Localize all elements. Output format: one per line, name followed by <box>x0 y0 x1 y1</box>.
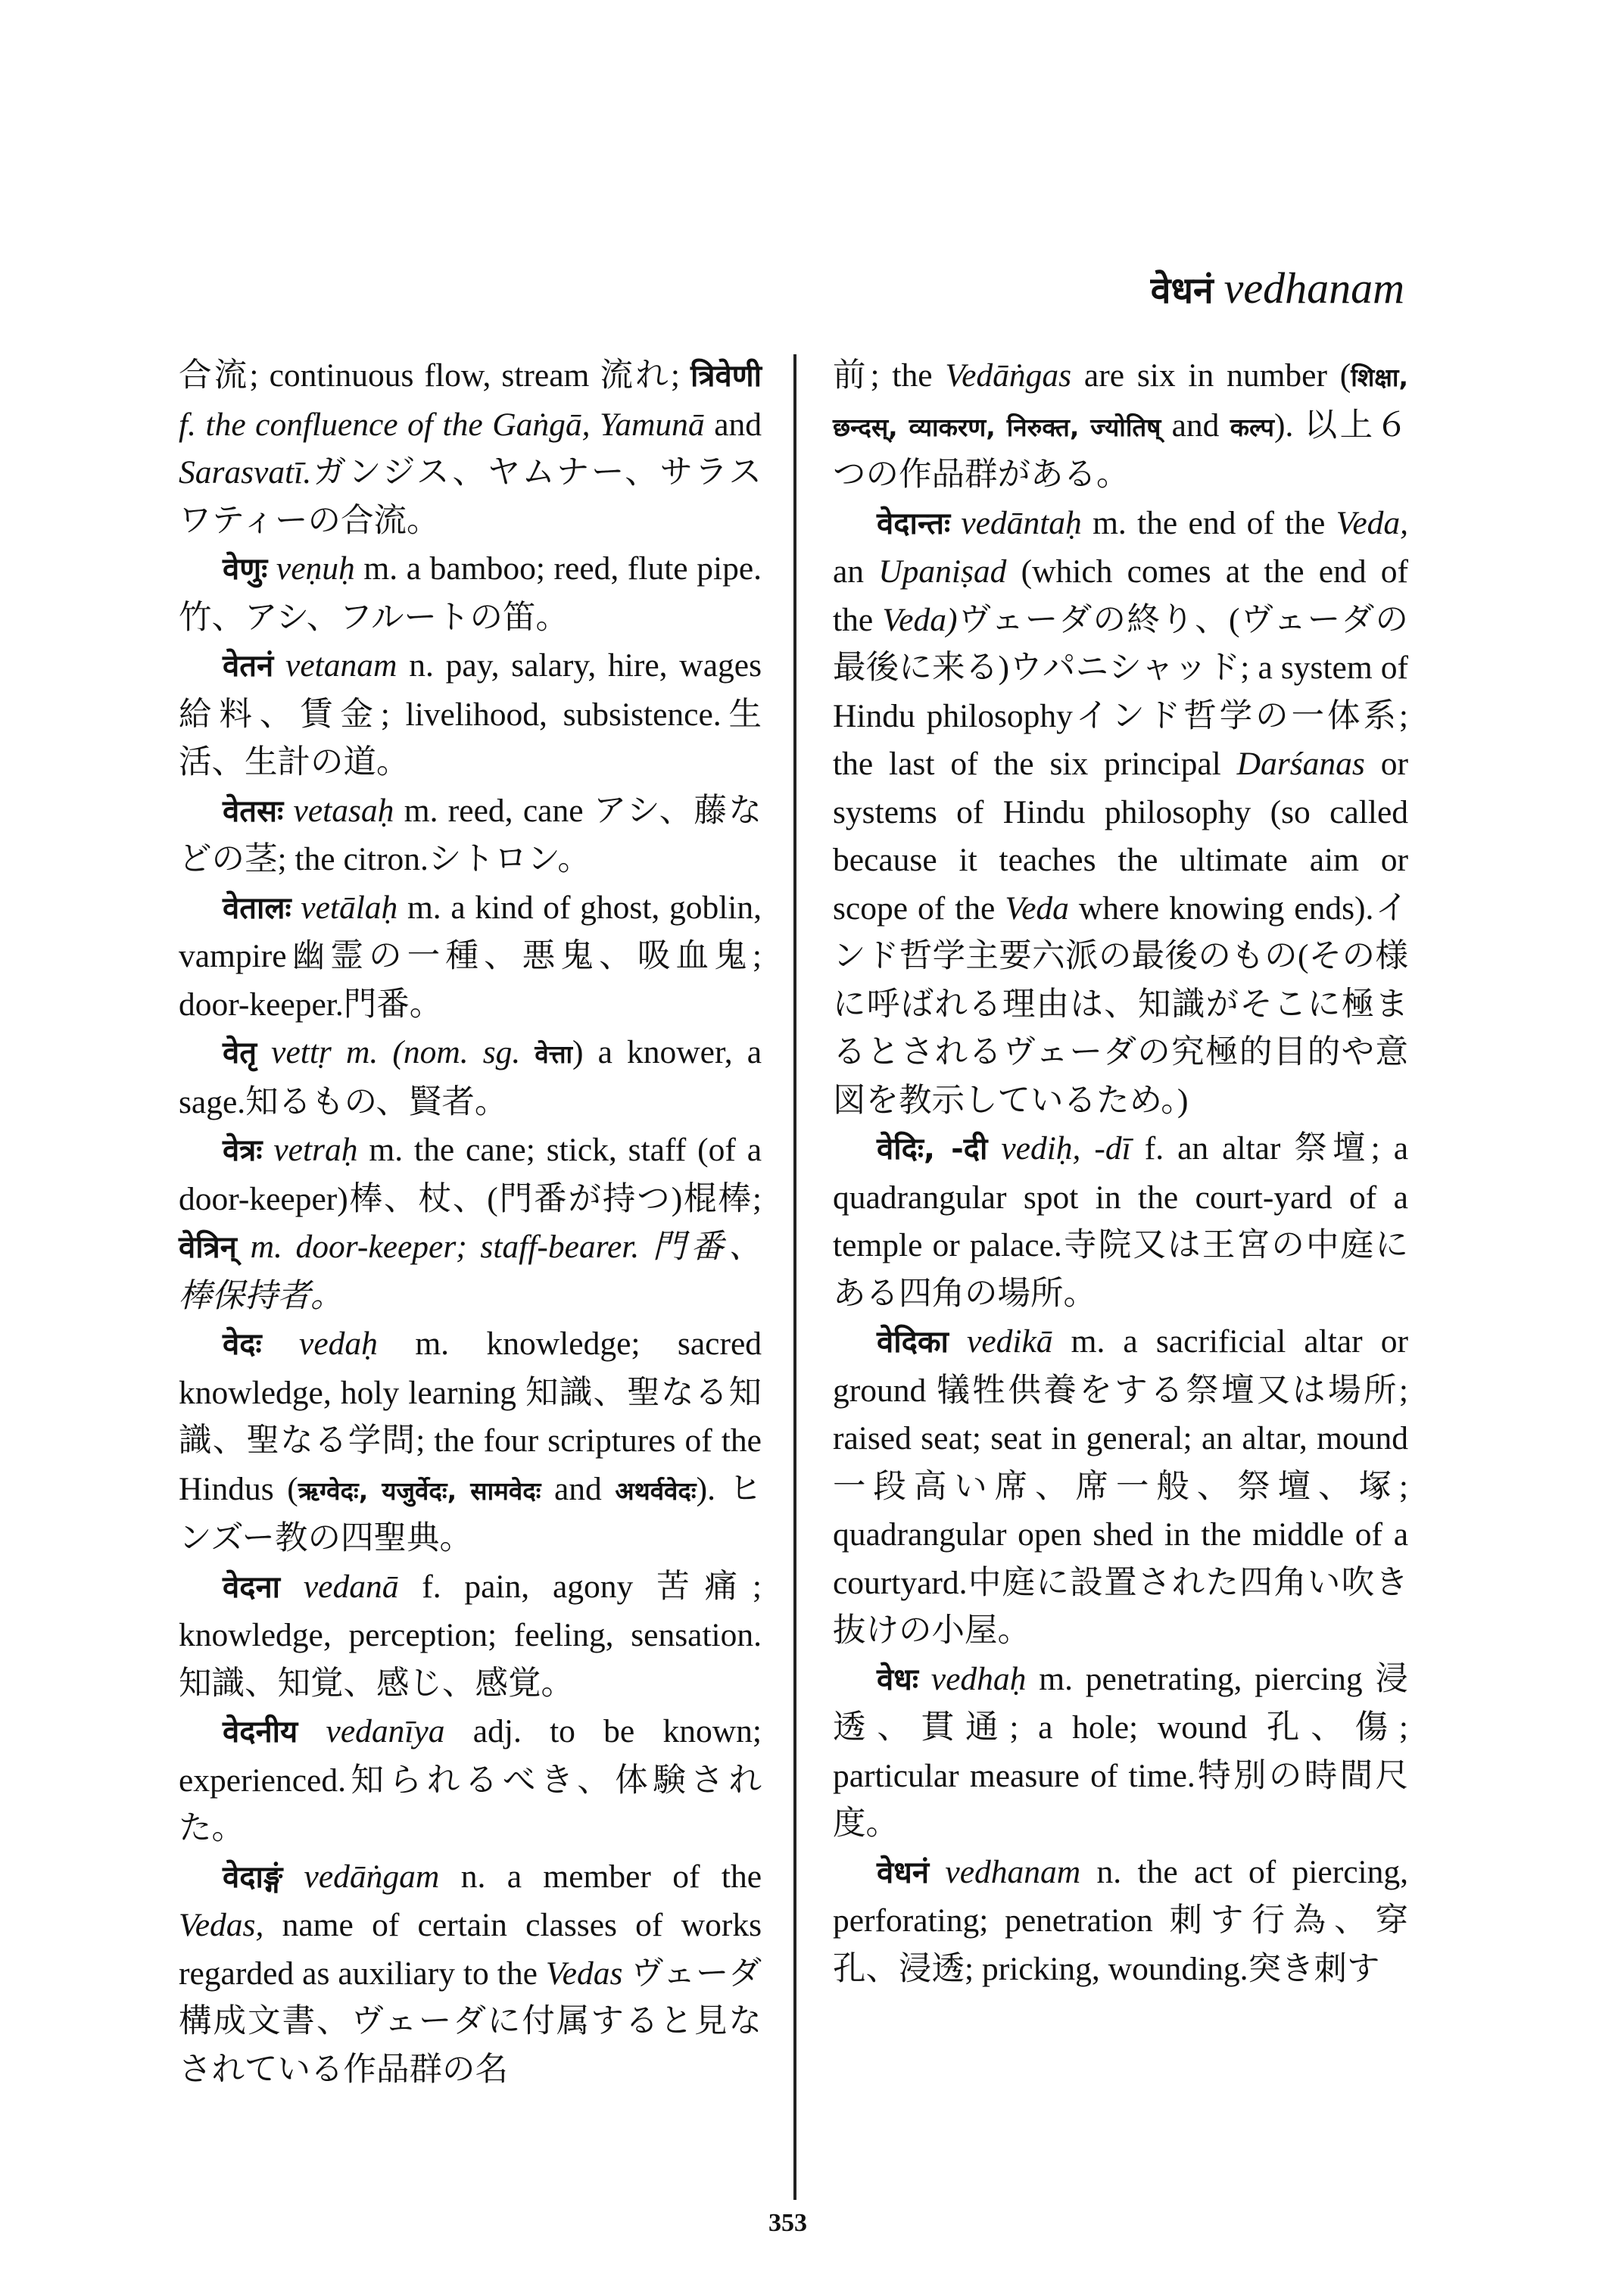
entry-devanagari: शिक्षा, छन्दस्, व्याकरण, निरुक्त, ज्योतिष् <box>833 363 1408 442</box>
entry-continuation <box>179 352 762 545</box>
running-head-devanagari: वेधनं <box>1150 269 1214 312</box>
page-number: 353 <box>768 2209 807 2237</box>
entry-continuation <box>833 352 1408 500</box>
entry-text: m. the cane; stick, staff (of a door-keeper)棒、杖、(門番が持つ)棍棒; <box>179 1132 762 1217</box>
entry-devanagari: अथर्ववेदः <box>615 1475 697 1506</box>
entry-text: Upaniṣad <box>878 553 1007 590</box>
entry-text: n. pay, salary, hire, wages 給料、賃金; livelihood, subsistence.生活、生計の道。 <box>179 647 762 780</box>
entry-headword: वेतसः <box>223 793 284 829</box>
entry-text: n. a member of the <box>460 1858 762 1895</box>
entry-transliteration: vetasaḥ <box>293 792 394 829</box>
entry-text: 前; the <box>833 357 933 394</box>
entry-headword: वेदनीय <box>223 1715 298 1749</box>
entry-headword: त्रिवेणी <box>690 359 762 394</box>
entry-text: f. an altar 祭壇; a quadrangular spot in the court-yard of a temple or palace.寺院又は王宮の中庭にある四角の場所。 <box>833 1130 1409 1312</box>
running-head <box>1150 263 1404 313</box>
entry-transliteration: vedāntaḥ <box>961 504 1082 541</box>
entry-text: ) a knower, a sage.知るもの、賢者。 <box>179 1034 762 1120</box>
dictionary-entry <box>833 500 1408 1126</box>
entry-text: an <box>833 553 865 590</box>
entry-text: Vedas, <box>179 1907 264 1943</box>
entry-text: Sarasvatī. <box>179 454 312 491</box>
entry-text: and <box>554 1470 602 1507</box>
entry-devanagari: ऋग्वेदः, यजुर्वेदः, सामवेदः <box>298 1475 541 1506</box>
entry-text: 合流; continuous flow, stream 流れ; <box>179 357 680 394</box>
entry-headword: वेदना <box>223 1569 281 1605</box>
entry-text: n. the act of piercing, perforating; penetration 刺す行為、穿孔、浸透; pricking, wounding.突き刺す <box>833 1853 1408 1987</box>
entry-devanagari: वेत्रिन् <box>179 1230 237 1265</box>
dictionary-entry <box>179 1320 762 1563</box>
entry-transliteration: vedanīya <box>326 1713 445 1749</box>
dictionary-entry <box>833 1656 1408 1849</box>
entry-text: ガンジス、ヤムナー、サラスワティーの合流。 <box>179 454 762 539</box>
dictionary-entry <box>179 787 762 884</box>
entry-devanagari: वेत्ता <box>535 1039 573 1069</box>
entry-text: name of certain classes of works regarded as auxiliary to the <box>179 1907 762 1992</box>
entry-headword: वेदाङ्गं <box>223 1859 283 1895</box>
entry-text: m. a bamboo; reed, flute pipe.竹、アシ、フルートの笛。 <box>179 550 762 636</box>
entry-headword: वेधनं <box>877 1855 930 1890</box>
entry-text: or systems of Hindu philosophy (so called because it teaches the ultimate aim or scope of the <box>833 746 1408 927</box>
entry-text: m. knowledge; sacred knowledge, holy learning 知識、聖なる知識、聖なる学問; the four scriptures of the Hindus ( <box>179 1326 762 1507</box>
entry-transliteration: vedhaḥ <box>930 1660 1027 1697</box>
entry-text: Veda <box>1005 889 1069 927</box>
entry-headword: वेधः <box>877 1662 918 1697</box>
dictionary-entry <box>179 642 762 787</box>
dictionary-entry <box>179 1029 762 1126</box>
dictionary-entry <box>179 1853 762 2095</box>
entry-transliteration: vedanā <box>303 1568 399 1605</box>
entry-text: and <box>1171 407 1220 444</box>
column-divider <box>793 354 796 2200</box>
entry-devanagari: कल्प <box>1230 412 1274 442</box>
entry-text: Darśanas <box>1236 746 1365 782</box>
dictionary-entry <box>833 1318 1408 1656</box>
entry-text: m. a kind of ghost, goblin, vampire幽霊の一種、悪鬼、吸血鬼; door-keeper.門番。 <box>179 889 762 1023</box>
entry-text: adj. to be known; experienced.知られるべき、体験された。 <box>179 1713 762 1846</box>
entry-text: f. the confluence of the <box>179 406 483 443</box>
entry-transliteration: vetālaḥ <box>301 889 398 926</box>
entry-text: m. (nom. sg. <box>345 1034 521 1070</box>
entry-transliteration: vedhanam <box>945 1853 1081 1890</box>
left-column <box>179 352 762 2094</box>
entry-headword: वेदः <box>223 1327 262 1362</box>
entry-headword: वेतालः <box>223 890 291 926</box>
entry-text: ). 以上６つの作品群がある。 <box>833 407 1409 493</box>
entry-transliteration: vediḥ, -dī <box>1001 1130 1131 1167</box>
entry-text: Veda) <box>882 601 958 638</box>
entry-text: m. door-keeper; staff-bearer. 門番、棒保持者。 <box>179 1229 762 1314</box>
right-column <box>833 352 1408 1993</box>
entry-transliteration: vedaḥ <box>299 1326 378 1362</box>
entry-transliteration: vetanam <box>285 647 397 684</box>
dictionary-entry <box>179 884 762 1030</box>
entry-transliteration: vedikā <box>967 1323 1053 1360</box>
entry-headword: वेत्रः <box>223 1133 263 1168</box>
entry-headword: वेदिका <box>877 1325 949 1360</box>
entry-text: m. the end of the <box>1093 504 1326 541</box>
dictionary-entry <box>179 1126 762 1320</box>
entry-transliteration: vetraḥ <box>273 1132 358 1168</box>
entry-text: Veda, <box>1336 504 1409 541</box>
entry-text: m. a sacrificial altar or ground 犠牲供養をする祭壇又は場所; raised seat; seat in general; an altar, mound 一段高い席、席一般、祭壇、塚; quadrangular open shed in the middle of a courtyard.中庭に設置された四角い吹き抜けの小屋。 <box>833 1323 1408 1649</box>
entry-text: are six in number ( <box>1083 357 1351 394</box>
entry-headword: वेतृ <box>223 1036 257 1070</box>
entry-text: Gaṅgā, <box>492 406 591 443</box>
entry-text: ヴェーダ構成文書、ヴェーダに付属すると見なされている作品群の名 <box>179 1955 762 2088</box>
running-head-roman: vedhanam <box>1223 263 1404 313</box>
entry-text: Vedas <box>545 1955 623 1992</box>
entry-headword: वेतनं <box>223 649 274 684</box>
entry-headword: वेदान्तः <box>877 506 951 541</box>
entry-text: Yamunā <box>600 406 705 443</box>
entry-transliteration: vedāṅgam <box>304 1858 440 1895</box>
entry-text: and <box>714 406 762 443</box>
dictionary-entry <box>833 1849 1408 1994</box>
entry-text: Vedāṅgas <box>945 357 1072 394</box>
entry-transliteration: veṇuḥ <box>276 550 355 587</box>
dictionary-entry <box>179 1708 762 1853</box>
dictionary-entry <box>179 545 762 642</box>
dictionary-entry <box>179 1563 762 1709</box>
entry-headword: वेदिः, -दी <box>877 1132 988 1167</box>
entry-text: ). ヒンズー教の四聖典。 <box>179 1470 762 1556</box>
dictionary-entry <box>833 1125 1408 1318</box>
entry-text: m. reed, cane アシ、藤などの茎; the citron.シトロン。 <box>179 792 762 877</box>
entry-text: m. penetrating, piercing 浸透、貫通; a hole; wound 孔、傷; particular measure of time.特別の時間尺度。 <box>833 1660 1409 1842</box>
entry-headword: वेणुः <box>223 552 268 587</box>
entry-text: f. pain, agony 苦痛; knowledge, perception; feeling, sensation.知識、知覚、感じ、感覚。 <box>179 1568 762 1702</box>
entry-text: where knowing ends).インド哲学主要六派の最後のもの(その様に呼ばれる理由は、知識がそこに極まるとされるヴェーダの究極的目的や意図を教示しているため。) <box>833 889 1408 1119</box>
entry-text: (which comes at the end of the <box>833 553 1409 638</box>
entry-transliteration: vettṛ <box>271 1034 332 1070</box>
entry-text: ヴェーダの終り、(ヴェーダの最後に来る)ウパニシャッド; a system of Hindu philosophyインド哲学の一体系; the last of the six principal <box>833 601 1409 782</box>
